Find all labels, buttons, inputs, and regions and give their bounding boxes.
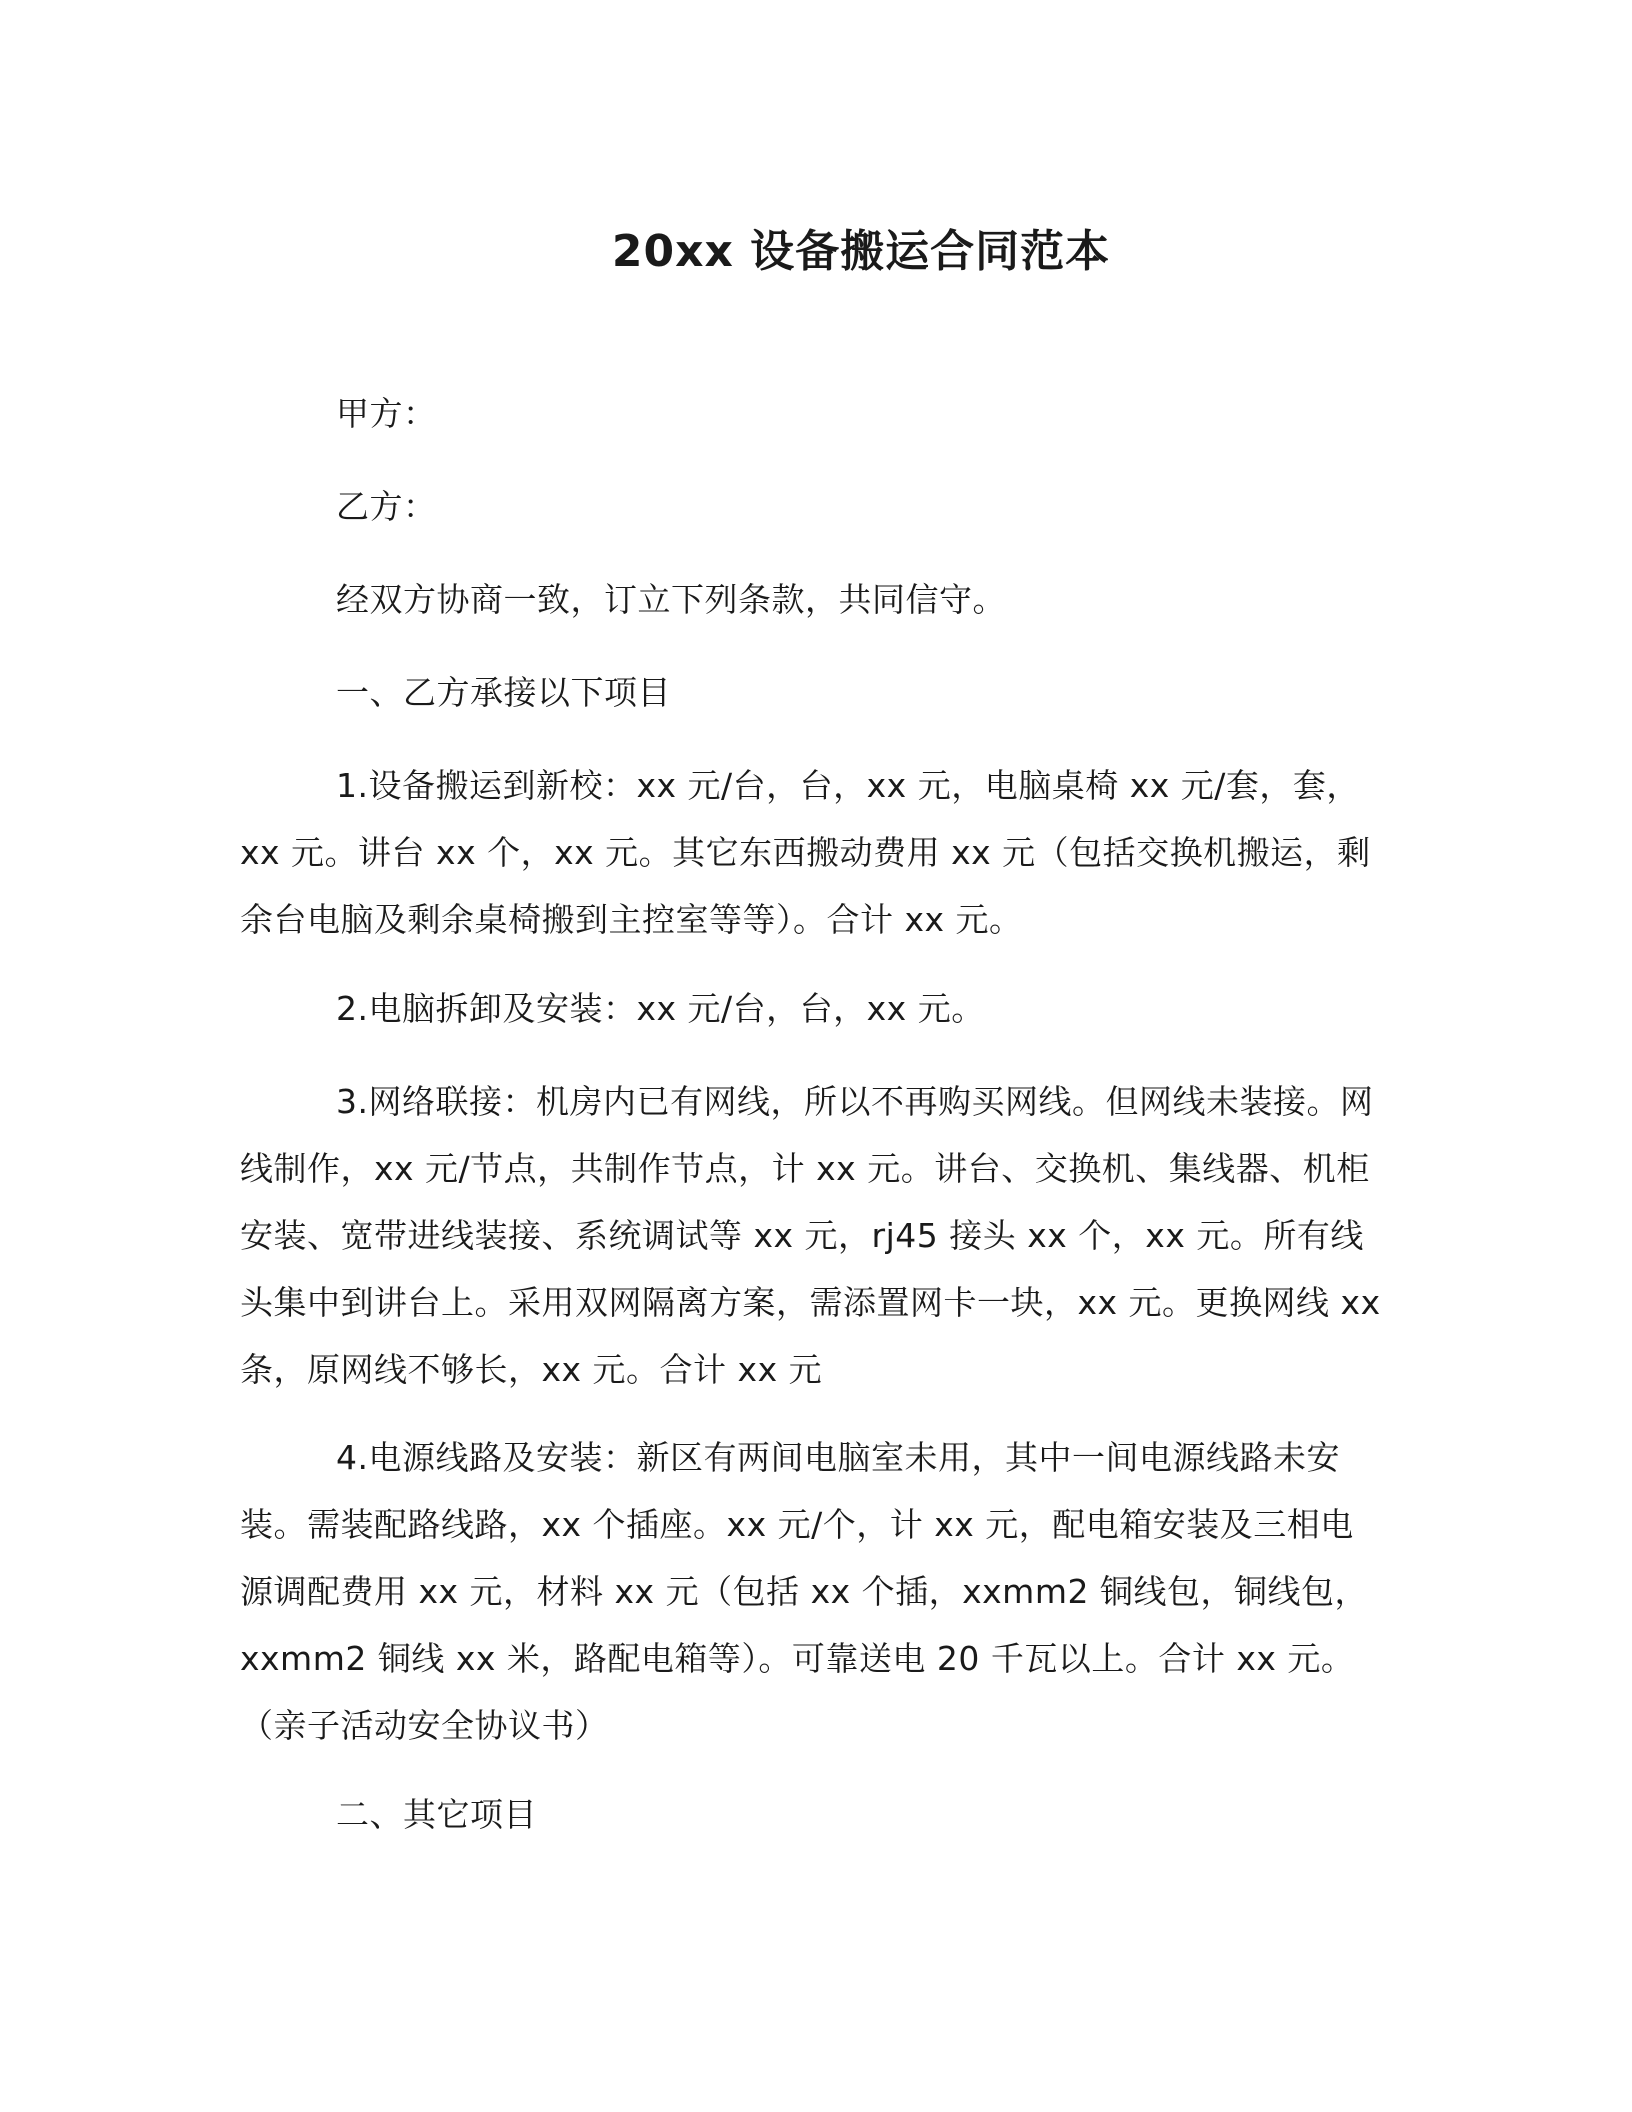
preamble-text: 经双方协商一致，订立下列条款，共同信守。 — [336, 580, 1006, 619]
section-two-heading: 二、其它项目 — [336, 1795, 537, 1834]
item-1-paragraph: 1.设备搬运到新校：xx 元/台，台，xx 元，电脑桌椅 xx 元/套，套，xx 元。讲台 xx 个，xx 元。其它东西搬动费用 xx 元（包括交换机搬运，剩余台电脑及剩余桌椅搬到主控室等等）。合计 xx 元。 — [240, 766, 1371, 939]
party-b-label: 乙方： — [336, 487, 437, 526]
item-4-paragraph: 4.电源线路及安装：新区有两间电脑室未用，其中一间电源线路未安装。需装配路线路，xx 个插座。xx 元/个，计 xx 元，配电箱安装及三相电源调配费用 xx 元，材料 xx 元（包括 xx 个插，xxmm2 铜线包，铜线包，xxmm2 铜线 xx 米，路配电箱等）。可靠送电 20 千瓦以上。合计 xx 元。（亲子活动安全协议书） — [240, 1438, 1368, 1745]
item-2-paragraph: 2.电脑拆卸及安装：xx 元/台，台，xx 元。 — [336, 989, 985, 1028]
party-a-label: 甲方： — [336, 394, 437, 433]
document-title: 20xx 设备搬运合同范本 — [611, 226, 1111, 277]
item-3-paragraph: 3.网络联接：机房内已有网线，所以不再购买网线。但网线未装接。网线制作，xx 元/节点，共制作节点，计 xx 元。讲台、交换机、集线器、机柜安装、宽带进线装接、系统调试等 xx 元，rj45 接头 xx 个，xx 元。所有线头集中到讲台上。采用双网隔离方案，需添置网卡一块，xx 元。更换网线 xx 条，原网线不够长，xx 元。合计 xx 元 — [240, 1082, 1381, 1389]
section-one-heading: 一、乙方承接以下项目 — [336, 673, 671, 712]
